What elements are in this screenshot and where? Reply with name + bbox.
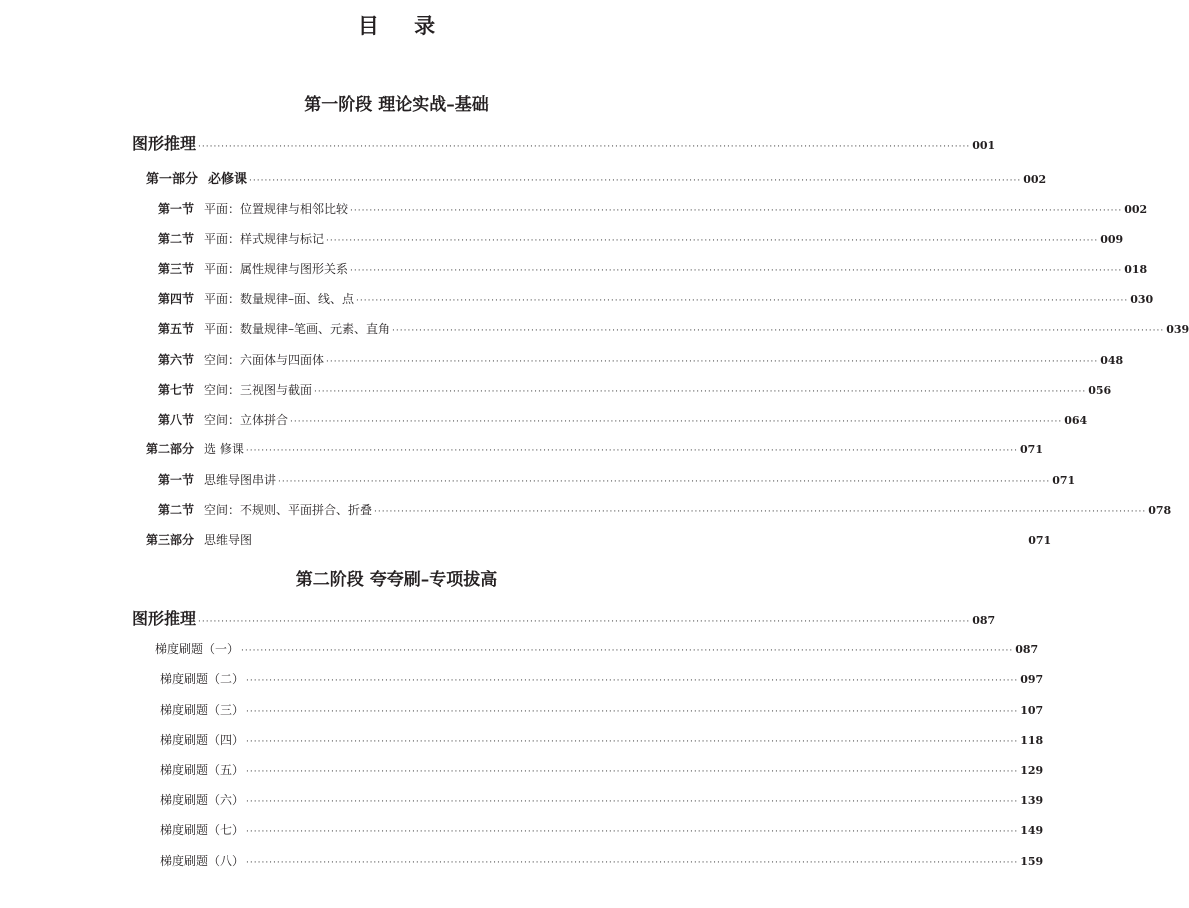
toc-section-number: 第七节 <box>158 383 195 397</box>
dot-leader: ········································································································································································································ <box>392 326 1165 336</box>
toc-section-row[interactable] <box>158 230 1124 247</box>
dot-leader: ········································································································································································································ <box>198 142 971 152</box>
toc-page-number: 048 <box>1100 354 1124 367</box>
dot-leader: ········································································································································································································ <box>326 357 1099 367</box>
toc-entry-title: 梯度刷题（二） <box>160 672 245 686</box>
toc-section-row[interactable] <box>158 351 1124 368</box>
toc-entry-title: 空间：不规则、平面拼合、折叠 <box>204 503 373 517</box>
toc-practice-row[interactable] <box>160 761 1044 778</box>
toc-page-number: 030 <box>1130 293 1154 306</box>
toc-page-number: 118 <box>1020 734 1044 747</box>
toc-page-number: 149 <box>1020 824 1044 837</box>
toc-practice-row[interactable] <box>160 701 1044 718</box>
toc-section-row[interactable] <box>158 381 1112 398</box>
toc-part-row[interactable] <box>146 531 1052 548</box>
dot-leader: ········································································································································································································ <box>246 797 1019 807</box>
toc-page-number: 078 <box>1148 504 1172 517</box>
toc-section-row[interactable] <box>158 471 1076 488</box>
dot-leader: ········································································································································································································ <box>278 477 1051 487</box>
toc-page-number: 009 <box>1100 233 1124 246</box>
toc-section-row[interactable] <box>158 411 1088 428</box>
toc-chapter-label: 图形推理 <box>132 609 197 628</box>
toc-page-number: 071 <box>1052 474 1076 487</box>
toc-entry-title: 梯度刷题（七） <box>160 823 245 837</box>
toc-entry-title: 梯度刷题（一） <box>155 642 240 656</box>
toc-page-number: 064 <box>1064 414 1088 427</box>
toc-practice-row[interactable] <box>155 640 1039 657</box>
toc-entry-title: 梯度刷题（八） <box>160 854 245 868</box>
dot-leader: ········································································································································································································ <box>246 827 1019 837</box>
toc-entry-title: 平面：样式规律与标记 <box>204 232 325 246</box>
toc-page-number: 087 <box>972 614 996 627</box>
toc-page-number: 097 <box>1020 673 1044 686</box>
dot-leader: ········································································································································································································ <box>350 206 1123 216</box>
toc-page-number: 159 <box>1020 855 1044 868</box>
toc-page-number: 001 <box>972 139 996 152</box>
toc-page-number: 018 <box>1124 263 1148 276</box>
toc-part-row[interactable] <box>146 168 1047 187</box>
dot-leader: ········································································································································································································ <box>290 417 1063 427</box>
toc-entry-title: 空间：立体拼合 <box>204 413 289 427</box>
dot-leader: ········································································································································································································ <box>246 707 1019 717</box>
toc-entry-title: 梯度刷题（五） <box>160 763 245 777</box>
dot-leader: ········································································································································································································ <box>350 266 1123 276</box>
toc-entry-title: 空间：三视图与截面 <box>204 383 313 397</box>
toc-section-number: 第三节 <box>158 262 195 276</box>
toc-page-number: 002 <box>1124 203 1148 216</box>
toc-section-number: 第一节 <box>158 473 195 487</box>
toc-entry-title: 梯度刷题（四） <box>160 733 245 747</box>
toc-entry-title: 空间：六面体与四面体 <box>204 353 325 367</box>
dot-leader: ········································································································································································································ <box>356 296 1129 306</box>
toc-page-number: 071 <box>1028 534 1052 547</box>
toc-page-number: 056 <box>1088 384 1112 397</box>
stage-1-heading: 第一阶段 理论实战–基础 <box>304 95 489 115</box>
toc-entry-title: 平面：位置规律与相邻比较 <box>204 202 349 216</box>
toc-practice-row[interactable] <box>160 791 1044 808</box>
page-title: 目 录 <box>357 13 450 38</box>
toc-practice-row[interactable] <box>160 731 1044 748</box>
toc-page-number: 087 <box>1015 643 1039 656</box>
dot-leader: ········································································································································································································ <box>246 737 1019 747</box>
toc-section-number: 第二部分 <box>146 442 195 456</box>
toc-practice-row[interactable] <box>160 852 1044 869</box>
toc-entry-title: 思维导图 <box>204 533 253 547</box>
toc-page-number: 139 <box>1020 794 1044 807</box>
toc-page-number: 071 <box>1020 443 1043 456</box>
toc-chapter-label: 图形推理 <box>132 134 197 153</box>
dot-leader: ········································································································································································································ <box>249 176 1022 186</box>
toc-section-row[interactable] <box>158 501 1172 518</box>
dot-leader: ········································································································································································································ <box>314 387 1087 397</box>
toc-entry-title: 平面：数量规律–笔画、元素、直角 <box>204 322 391 336</box>
toc-section-row[interactable] <box>158 200 1148 217</box>
toc-entry-title: 梯度刷题（六） <box>160 793 245 807</box>
toc-section-number: 第二节 <box>158 503 195 517</box>
toc-page-number: 129 <box>1020 764 1044 777</box>
toc-section-number: 第一节 <box>158 202 195 216</box>
toc-section-number: 第四节 <box>158 292 195 306</box>
dot-leader: ········································································································································································································ <box>198 617 971 627</box>
toc-section-number: 第八节 <box>158 413 195 427</box>
toc-chapter-stage2[interactable] <box>132 606 996 629</box>
dot-leader: ········································································································································································································ <box>246 767 1019 777</box>
toc-section-row[interactable] <box>158 320 1189 337</box>
toc-page-number: 039 <box>1166 323 1189 336</box>
toc-practice-row[interactable] <box>160 670 1044 687</box>
toc-entry-title: 平面：数量规律–面、线、点 <box>204 292 355 306</box>
toc-section-row[interactable] <box>158 290 1154 307</box>
toc-entry-title: 平面：属性规律与图形关系 <box>204 262 349 276</box>
toc-chapter-stage1[interactable] <box>132 131 996 154</box>
toc-page-number: 107 <box>1020 704 1044 717</box>
dot-leader: ········································································································································································································ <box>246 858 1019 868</box>
toc-part-row[interactable] <box>146 440 1043 457</box>
dot-leader: ········································································································································································································ <box>326 236 1099 246</box>
toc-section-number: 第六节 <box>158 353 195 367</box>
dot-leader: ········································································································································································································ <box>245 446 1019 456</box>
dot-leader: ········································································································································································································ <box>246 676 1019 686</box>
toc-entry-title: 必修课 <box>208 172 248 187</box>
toc-entry-title: 选 修课 <box>204 442 244 456</box>
dot-leader: ········································································································································································································ <box>374 507 1147 517</box>
toc-practice-row[interactable] <box>160 821 1044 838</box>
toc-page-number: 002 <box>1023 173 1047 186</box>
toc-entry-title: 梯度刷题（三） <box>160 703 245 717</box>
toc-entry-title: 思维导图串讲 <box>204 473 277 487</box>
toc-section-number: 第二节 <box>158 232 195 246</box>
dot-leader: ········································································································································································································ <box>241 646 1014 656</box>
toc-section-number: 第一部分 <box>146 172 199 187</box>
toc-section-number: 第五节 <box>158 322 195 336</box>
stage-2-heading: 第二阶段 夸夸刷–专项拔高 <box>295 570 498 590</box>
toc-section-row[interactable] <box>158 260 1148 277</box>
toc-section-number: 第三部分 <box>146 533 195 547</box>
